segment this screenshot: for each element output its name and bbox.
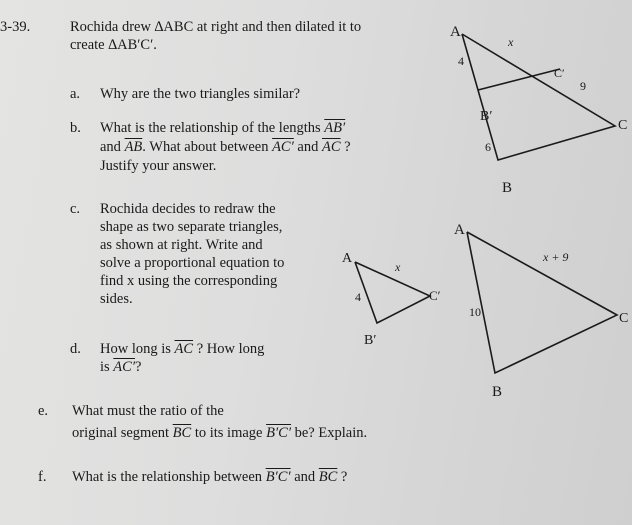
label-b: B (492, 384, 503, 400)
triangle-ab-prime-c-prime (355, 262, 430, 323)
part-d-is: is (100, 359, 110, 375)
label-x-plus-9: x + 9 (543, 250, 569, 264)
problem-intro-line2: create ∆AB′C′. (70, 37, 157, 53)
label-9: 9 (580, 79, 586, 93)
part-d-line2 (100, 359, 141, 376)
triangle-abc-separate (467, 232, 617, 373)
part-f-letter: f. (38, 469, 47, 485)
label-6: 6 (485, 140, 491, 154)
part-b-letter: b. (70, 120, 81, 136)
label-x: x (395, 260, 401, 274)
segment-bc: $\overline{BC}$ (172, 425, 192, 441)
part-a-text: Why are the two triangles similar? (100, 86, 301, 102)
label-10: 10 (469, 305, 481, 319)
figure-large-triangle (445, 218, 630, 403)
segment-ac: $\overline{AC}$ (321, 139, 341, 155)
label-a: A (450, 24, 461, 40)
part-a-letter: a. (70, 86, 81, 102)
label-c-prime: C′ (554, 66, 565, 80)
part-c-line: find x using the corresponding (100, 273, 278, 289)
segment-b-prime-c-prime-line (478, 69, 560, 90)
figure-small-triangle (335, 248, 445, 353)
segment-ac: $\overline{AC}$ (174, 341, 194, 357)
label-x: x (508, 35, 514, 49)
part-c-line: Rochida decides to redraw the (100, 201, 276, 217)
label-c: C (618, 118, 628, 133)
part-b-and: and (100, 139, 121, 155)
part-c-line: sides. (100, 291, 133, 307)
part-d-line1 (100, 341, 264, 358)
label-4: 4 (458, 54, 464, 68)
segment-b-prime-c-prime: B′C′ (265, 469, 291, 485)
part-e-line1: What must the ratio of the (72, 403, 224, 419)
part-e-post: be? Explain. (294, 425, 368, 441)
problem-number: 3-39. (0, 19, 31, 35)
segment-ac-prime: AC′ (272, 139, 294, 155)
part-d-post: ? How long (196, 341, 265, 357)
label-4: 4 (355, 290, 361, 304)
part-e-letter: e. (38, 403, 49, 419)
part-b-and2: and (297, 139, 319, 155)
part-f-q: ? (340, 469, 348, 485)
figure-dilated-triangles (440, 20, 630, 200)
part-f-pre: What is the relationship between (72, 469, 263, 485)
segment-b-prime-c-prime: B′C′ (266, 425, 291, 441)
part-b-line1-text: What is the relationship of the lengths (100, 120, 321, 136)
label-b: B (502, 180, 513, 196)
part-e-mid: to its image (194, 425, 263, 441)
part-f-line (72, 469, 347, 486)
segment-bc: $\overline{BC}$ (318, 469, 338, 485)
part-f-and: and (294, 469, 316, 485)
part-b-end: ? (344, 139, 351, 155)
problem-intro-line1: Rochida drew ∆ABC at right and then dilated it to (70, 19, 362, 35)
segment-ac-prime: AC′ (113, 359, 135, 375)
label-a: A (342, 251, 353, 266)
part-e-line2 (72, 425, 367, 442)
label-c-prime: C′ (429, 288, 441, 303)
segment-ab-prime: AB′ (324, 120, 346, 136)
part-b-line3: Justify your answer. (100, 158, 217, 174)
part-b-line1 (100, 120, 345, 137)
part-c-line: as shown at right. Write and (100, 237, 263, 253)
part-d-pre: How long is (100, 341, 171, 357)
part-c-line: solve a proportional equation to (100, 255, 285, 271)
part-d-letter: d. (70, 341, 81, 357)
label-c: C (619, 311, 629, 326)
label-a: A (454, 222, 465, 238)
part-b-mid: . What about between (142, 139, 269, 155)
label-b-prime: B′ (364, 333, 377, 348)
part-b-line2 (100, 139, 351, 156)
part-e-pre: original segment (72, 425, 170, 441)
part-c-line: shape as two separate triangles, (100, 219, 283, 235)
part-d-q: ? (135, 359, 142, 375)
part-c-letter: c. (70, 201, 81, 217)
label-b-prime: B′ (480, 109, 493, 124)
segment-ab: $\overline{AB}$ (124, 139, 143, 155)
